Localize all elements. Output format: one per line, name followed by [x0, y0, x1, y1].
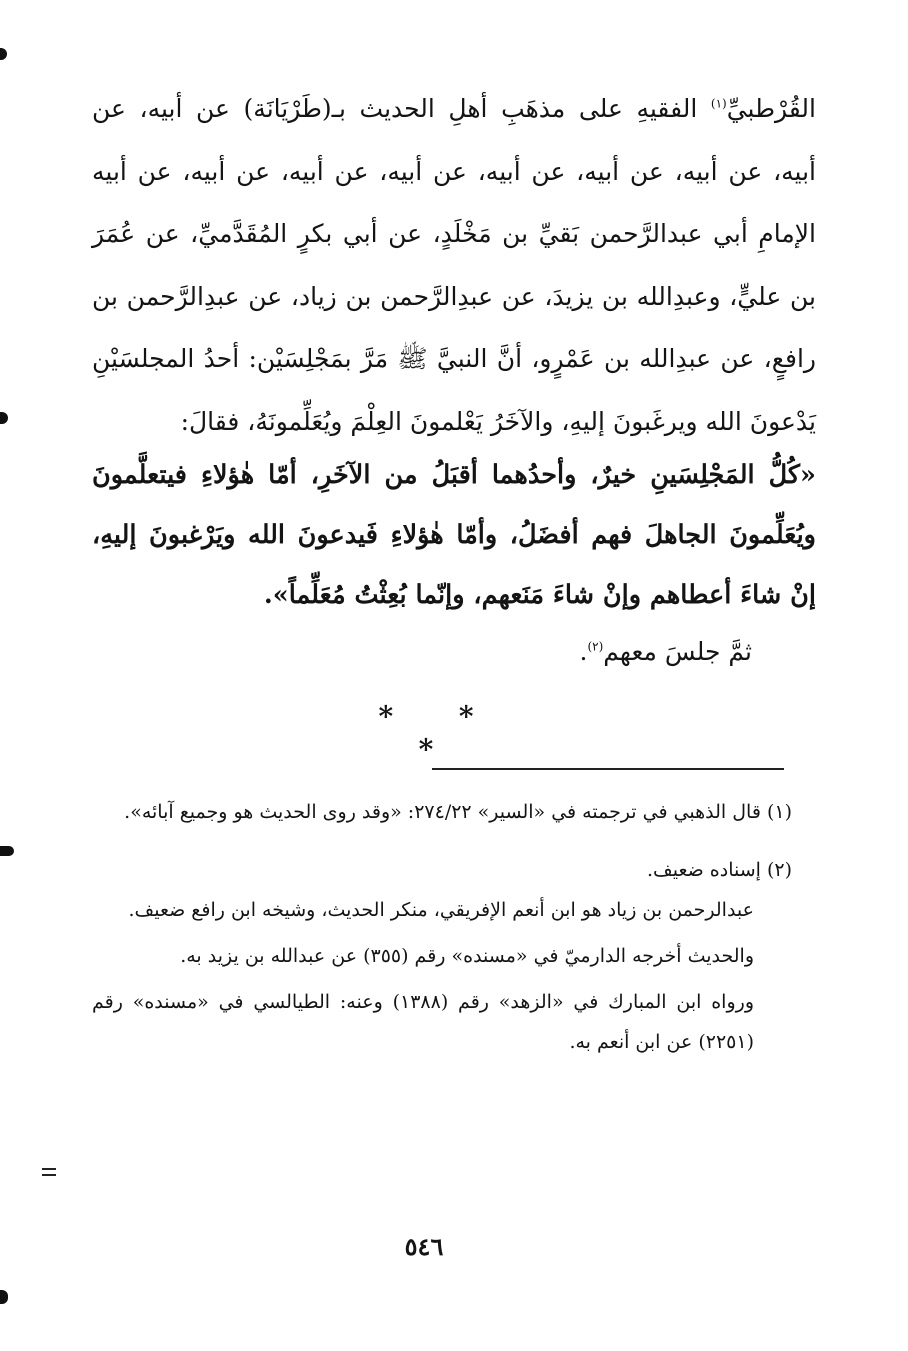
- closing-line-text: ثمَّ جلسَ معهم: [603, 637, 752, 666]
- main-text-start: القُرْطبيِّ: [726, 94, 816, 123]
- footnote-ref-2[interactable]: (٢): [587, 639, 604, 654]
- footnote-1-text: قال الذهبي في ترجمته في «السير» ٢٧٤/٢٢: «وقد روى الحديث هو وجميع آبائه».: [124, 801, 761, 823]
- scan-artifact-mark: [0, 48, 7, 60]
- scan-artifact-mark: [42, 1168, 56, 1176]
- hadith-quote: «كُلُّ المَجْلِسَينِ خيرٌ، وأحدُهما أقبَلُ من الآخَرِ، أمّا هٰؤلاءِ فيتعلَّمونَ ويُعَلِّمونَ الجاهلَ فهم أفضَلُ، وأمّا هٰؤلاءِ فَيدعونَ الله ويَرْغبونَ إليهِ، إنْ شاءَ أعطاهم وإنْ شاءَ مَنَعهم، وإنّما بُعِثْتُ مُعَلِّماً».: [92, 460, 816, 610]
- footnote-2-paragraph-4: ورواه ابن المبارك في «الزهد» رقم (١٣٨٨) وعنه: الطيالسي في «مسنده» رقم (٢٢٥١) عن ابن أنعم به.: [92, 991, 754, 1053]
- footnote-divider: [432, 768, 784, 770]
- closing-line: [92, 628, 752, 676]
- footnotes-section: [92, 792, 792, 1062]
- footnote-1: [92, 792, 792, 832]
- footnote-2: [92, 850, 792, 890]
- footnote-2-paragraph-2: عبدالرحمن بن زياد هو ابن أنعم الإفريقي، منكر الحديث، وشيخه ابن رافع ضعيف.: [128, 899, 754, 921]
- footnote-1-number: (١): [766, 801, 792, 823]
- closing-line-end: .: [579, 637, 588, 666]
- page-number: ٥٤٦: [404, 1232, 444, 1261]
- scan-artifact-mark: [0, 1290, 8, 1304]
- main-text-paragraph: [92, 78, 816, 453]
- section-separator: * * *: [378, 700, 502, 766]
- footnote-2-number: (٢): [766, 859, 792, 881]
- scan-artifact-mark: [0, 412, 8, 424]
- footnote-ref-1[interactable]: (١): [710, 96, 727, 111]
- scan-artifact-mark: [0, 846, 14, 856]
- footnote-2-text: إسناده ضعيف.: [647, 859, 761, 881]
- footnote-2-paragraph-3: والحديث أخرجه الدارميّ في «مسنده» رقم (٣٥٥) عن عبدالله بن يزيد به.: [180, 945, 754, 967]
- main-text-body: الفقيهِ على مذهَبِ أهلِ الحديث بـ(طَرْيَانَة) عن أبيه، عن أبيه، عن أبيه، عن أبيه، عن أبيه، عن أبيه، عن أبيه، عن أبيه، عن أبيه الإمامِ أبي عبدالرَّحمن بَقيِّ بن مَخْلَدٍ، عن أبي بكرٍ المُقَدَّميِّ، عن عُمَرَ بن عليٍّ، وعبدِالله بن يزيدَ، عن عبدِالرَّحمن بن زياد، عن عبدِالرَّحمن بن رافعٍ، عن عبدِالله بن عَمْرٍو، أنَّ النبيَّ ﷺ مَرَّ بمَجْلِسَيْن: أحدُ المجلسَيْنِ يَدْعونَ الله ويرغَبونَ إليهِ، والآخَرُ يَعْلمونَ العِلْمَ ويُعَلِّمونَهُ، فقالَ:: [92, 94, 816, 436]
